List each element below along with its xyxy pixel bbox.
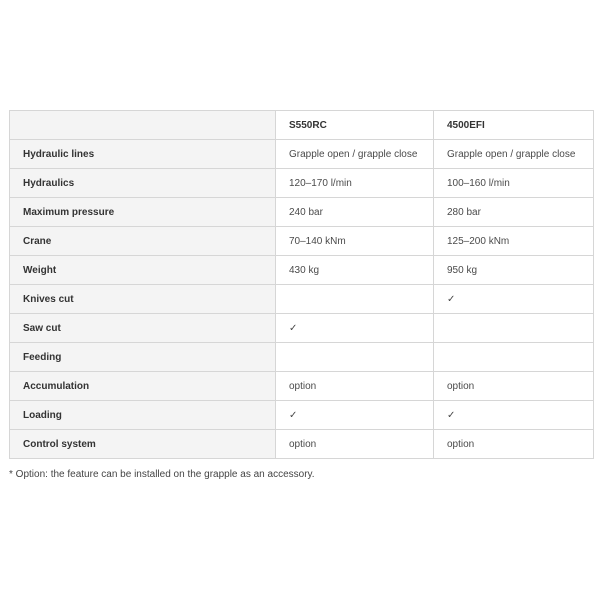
spec-comparison-table: [9, 110, 594, 459]
row-label-loading: Loading: [10, 401, 276, 430]
table-row: [10, 343, 594, 372]
check-mark-icon: [434, 314, 594, 343]
row-label-crane: Crane: [10, 227, 276, 256]
row-label-control-system: Control system: [10, 430, 276, 459]
cell-value: option: [276, 430, 434, 459]
cell-value: 280 bar: [434, 198, 594, 227]
column-header-4500efi: 4500EFI: [434, 111, 594, 140]
table-row: [10, 372, 594, 401]
check-mark-icon: ✓: [434, 285, 594, 314]
cell-value: [276, 343, 434, 372]
cell-value: 240 bar: [276, 198, 434, 227]
header-corner-cell: [10, 111, 276, 140]
cell-value: option: [434, 372, 594, 401]
table-row: [10, 256, 594, 285]
cell-value: 100–160 l/min: [434, 169, 594, 198]
row-label-feeding: Feeding: [10, 343, 276, 372]
cell-value: [434, 343, 594, 372]
table-row: [10, 227, 594, 256]
row-label-hydraulics: Hydraulics: [10, 169, 276, 198]
table-row: [10, 198, 594, 227]
table-row: [10, 169, 594, 198]
row-label-knives-cut: Knives cut: [10, 285, 276, 314]
table-row: [10, 314, 594, 343]
footnote: * Option: the feature can be installed on the grapple as an accessory.: [9, 469, 315, 480]
cell-value: 430 kg: [276, 256, 434, 285]
check-mark-icon: ✓: [434, 401, 594, 430]
cell-value: 125–200 kNm: [434, 227, 594, 256]
cell-value: 950 kg: [434, 256, 594, 285]
cell-value: option: [434, 430, 594, 459]
table-row: [10, 140, 594, 169]
row-label-weight: Weight: [10, 256, 276, 285]
table-row: [10, 401, 594, 430]
cell-value: Grapple open / grapple close: [434, 140, 594, 169]
cell-value: 70–140 kNm: [276, 227, 434, 256]
cell-value: option: [276, 372, 434, 401]
cell-value: Grapple open / grapple close: [276, 140, 434, 169]
row-label-accumulation: Accumulation: [10, 372, 276, 401]
table-row: [10, 285, 594, 314]
row-label-saw-cut: Saw cut: [10, 314, 276, 343]
table-row: [10, 430, 594, 459]
row-label-hydraulic-lines: Hydraulic lines: [10, 140, 276, 169]
check-mark-icon: [276, 285, 434, 314]
table-header-row: [10, 111, 594, 140]
cell-value: 120–170 l/min: [276, 169, 434, 198]
column-header-s550rc: S550RC: [276, 111, 434, 140]
check-mark-icon: ✓: [276, 401, 434, 430]
row-label-maximum-pressure: Maximum pressure: [10, 198, 276, 227]
check-mark-icon: ✓: [276, 314, 434, 343]
